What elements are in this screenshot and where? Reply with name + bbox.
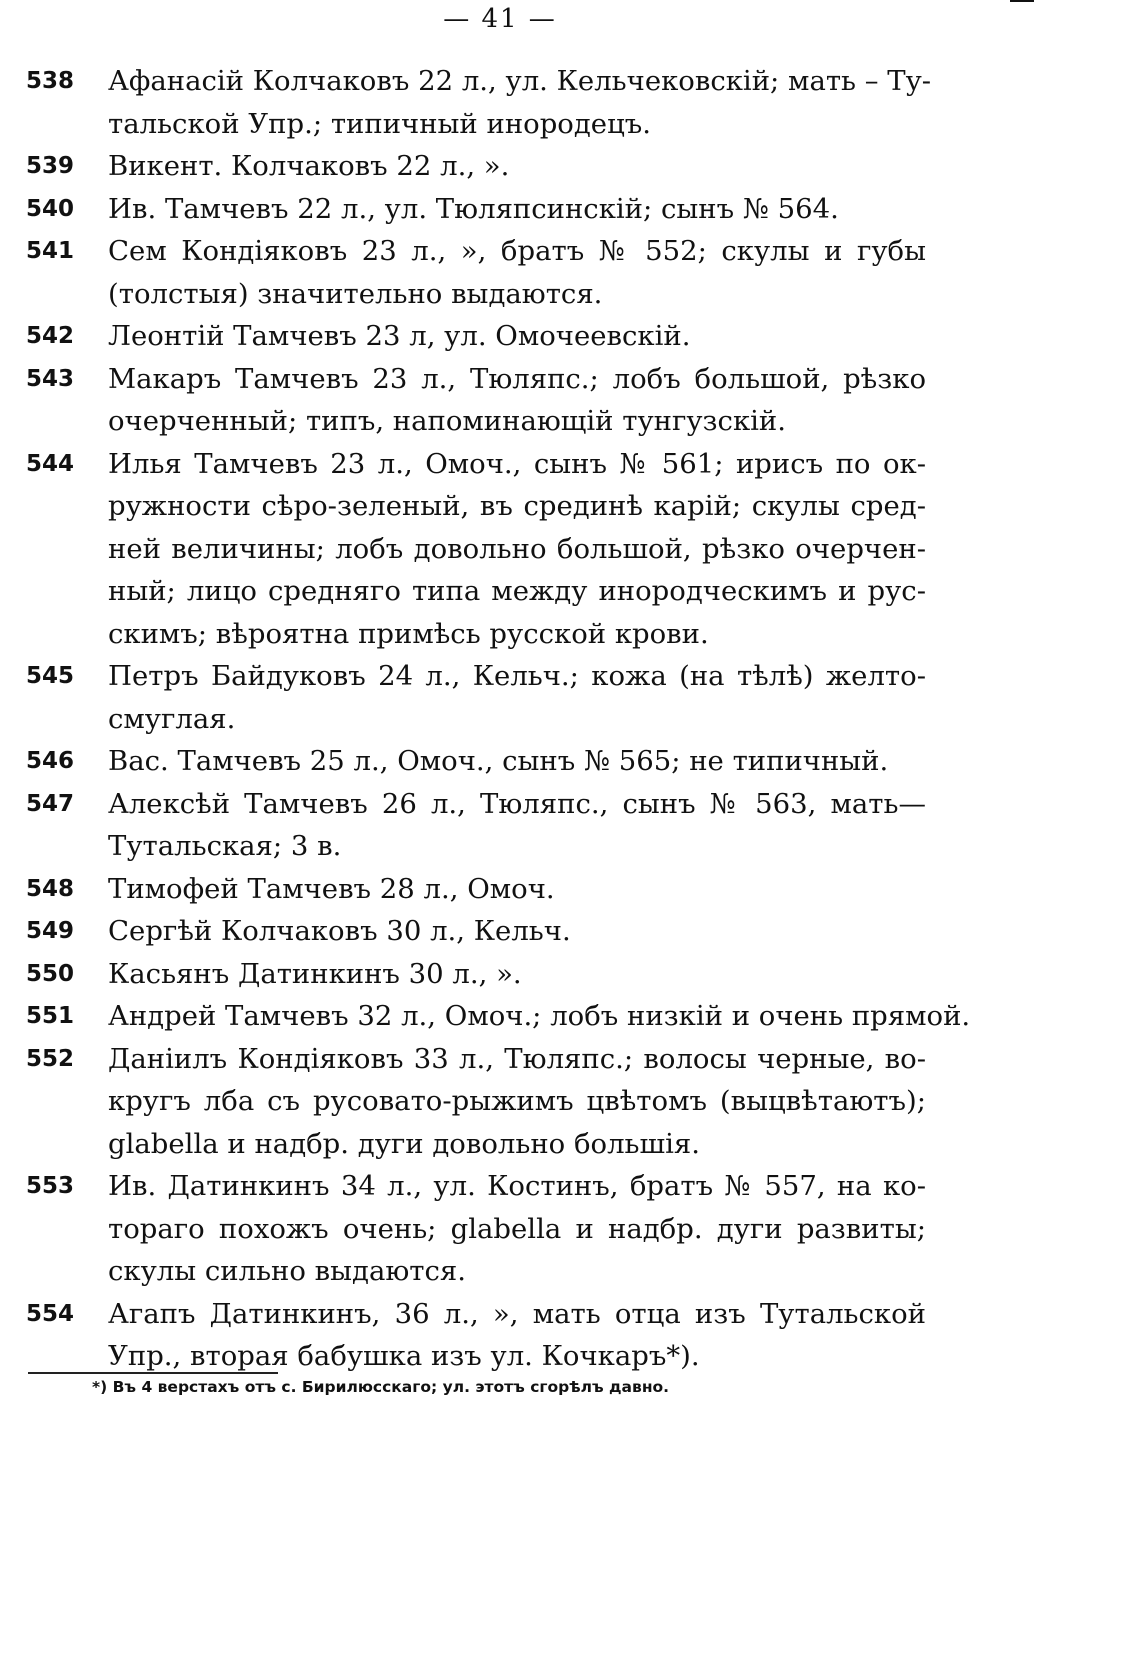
entry	[26, 60, 932, 145]
entry	[26, 145, 926, 188]
entry	[26, 188, 926, 231]
entry-line: скимъ; вѣроятна примѣсь русской крови.	[108, 617, 709, 650]
entry	[26, 953, 926, 996]
entry-line: тораго похожъ очень; glabella и надбр. дуги развиты;	[108, 1212, 926, 1245]
entry-number: 543	[26, 365, 75, 392]
entry-line: Сем Кондіяковъ 23 л., », братъ № 552; скулы и губы	[108, 235, 926, 267]
entry-line: Тутальская; 3 в.	[108, 830, 342, 862]
entry-line: Ив. Тамчевъ 22 л., ул. Тюляпсинскій; сынъ № 564.	[108, 192, 839, 225]
entry-number: 540	[26, 195, 75, 222]
entry-line: Афанасій Колчаковъ 22 л., ул. Кельчековскій; мать – Ту-	[108, 65, 932, 97]
entry	[26, 1165, 926, 1293]
entry-number: 544	[26, 450, 75, 477]
entry-number: 538	[26, 68, 75, 94]
entry	[26, 443, 926, 656]
entry-line: Агапъ Датинкинъ, 36 л., », мать отца изъ Тутальской	[108, 1297, 926, 1330]
entry	[26, 315, 926, 358]
page-number: — 41 —	[443, 4, 557, 34]
entry-number: 546	[26, 748, 75, 774]
entry-line: Упр., вторая бабушка изъ ул. Кочкаръ*).	[108, 1340, 700, 1372]
footnote-divider	[28, 1372, 278, 1374]
entry-line: тальской Упр.; типичный инородецъ.	[108, 107, 651, 140]
entry-number: 553	[26, 1173, 75, 1199]
entry-line: Даніилъ Кондіяковъ 33 л., Тюляпс.; волосы черные, во-	[108, 1042, 926, 1075]
entry	[26, 740, 926, 783]
entries-list	[26, 60, 971, 1378]
entry-line: Алексѣй Тамчевъ 26 л., Тюляпс., сынъ № 563, мать—	[108, 787, 926, 820]
entry-line: ный; лицо средняго типа между инородческимъ и рус-	[108, 575, 926, 607]
entry	[26, 230, 926, 315]
entry	[26, 868, 926, 911]
entry-line: Касьянъ Датинкинъ 30 л., ».	[108, 957, 522, 990]
entry	[26, 358, 926, 443]
entry-line: Сергѣй Колчаковъ 30 л., Кельч.	[108, 915, 571, 947]
entry-line: ней величины; лобъ довольно большой, рѣзко очерчен-	[108, 532, 926, 565]
entry	[26, 1293, 926, 1378]
entry-line: скулы сильно выдаются.	[108, 1255, 467, 1287]
entry	[26, 910, 926, 953]
entry	[26, 995, 971, 1038]
entry-number: 542	[26, 323, 75, 349]
entry-line: Викент. Колчаковъ 22 л., ».	[108, 150, 510, 182]
entry-line: Вас. Тамчевъ 25 л., Омоч., сынъ № 565; не типичный.	[108, 745, 889, 777]
entry-number: 547	[26, 790, 75, 817]
entry-number: 554	[26, 1300, 75, 1327]
entry-number: 545	[26, 663, 75, 689]
entry-line: glabella и надбр. дуги довольно большія.	[108, 1127, 700, 1160]
entry-number: 541	[26, 238, 75, 264]
corner-mark	[1010, 0, 1034, 2]
entry-line: Петръ Байдуковъ 24 л., Кельч.; кожа (на тѣлѣ) желто-	[108, 660, 926, 692]
entry-number: 539	[26, 153, 75, 179]
entry-line: смуглая.	[108, 702, 236, 735]
entry-number: 552	[26, 1045, 75, 1072]
footnote: *) Въ 4 верстахъ отъ с. Бирилюсскаго; ул. этотъ сгорѣлъ давно.	[92, 1378, 670, 1396]
entry	[26, 655, 926, 740]
entry-line: очерченный; типъ, напоминающій тунгузскій.	[108, 405, 786, 437]
entry-line: кругъ лба съ русовато-рыжимъ цвѣтомъ (выцвѣтаютъ);	[108, 1085, 926, 1117]
entry-line: Тимофей Тамчевъ 28 л., Омоч.	[108, 872, 555, 905]
entry	[26, 1038, 926, 1166]
entry-line: Ив. Датинкинъ 34 л., ул. Костинъ, братъ № 557, на ко-	[108, 1170, 926, 1202]
entry-line: ружности сѣро-зеленый, въ срединѣ карій; скулы сред-	[108, 490, 926, 522]
entry-line: Макаръ Тамчевъ 23 л., Тюляпс.; лобъ большой, рѣзко	[108, 362, 926, 395]
entry-line: Леонтій Тамчевъ 23 л, ул. Омочеевскій.	[108, 320, 691, 352]
entry-number: 550	[26, 960, 75, 987]
entry-number: 549	[26, 918, 75, 944]
entry-line: Илья Тамчевъ 23 л., Омоч., сынъ № 561; ирисъ по ок-	[108, 447, 926, 480]
entry	[26, 783, 926, 868]
entry-line: (толстыя) значительно выдаются.	[108, 277, 603, 310]
entry-number: 548	[26, 875, 75, 902]
entry-number: 551	[26, 1003, 75, 1029]
entry-line: Андрей Тамчевъ 32 л., Омоч.; лобъ низкій и очень прямой.	[108, 1000, 971, 1032]
